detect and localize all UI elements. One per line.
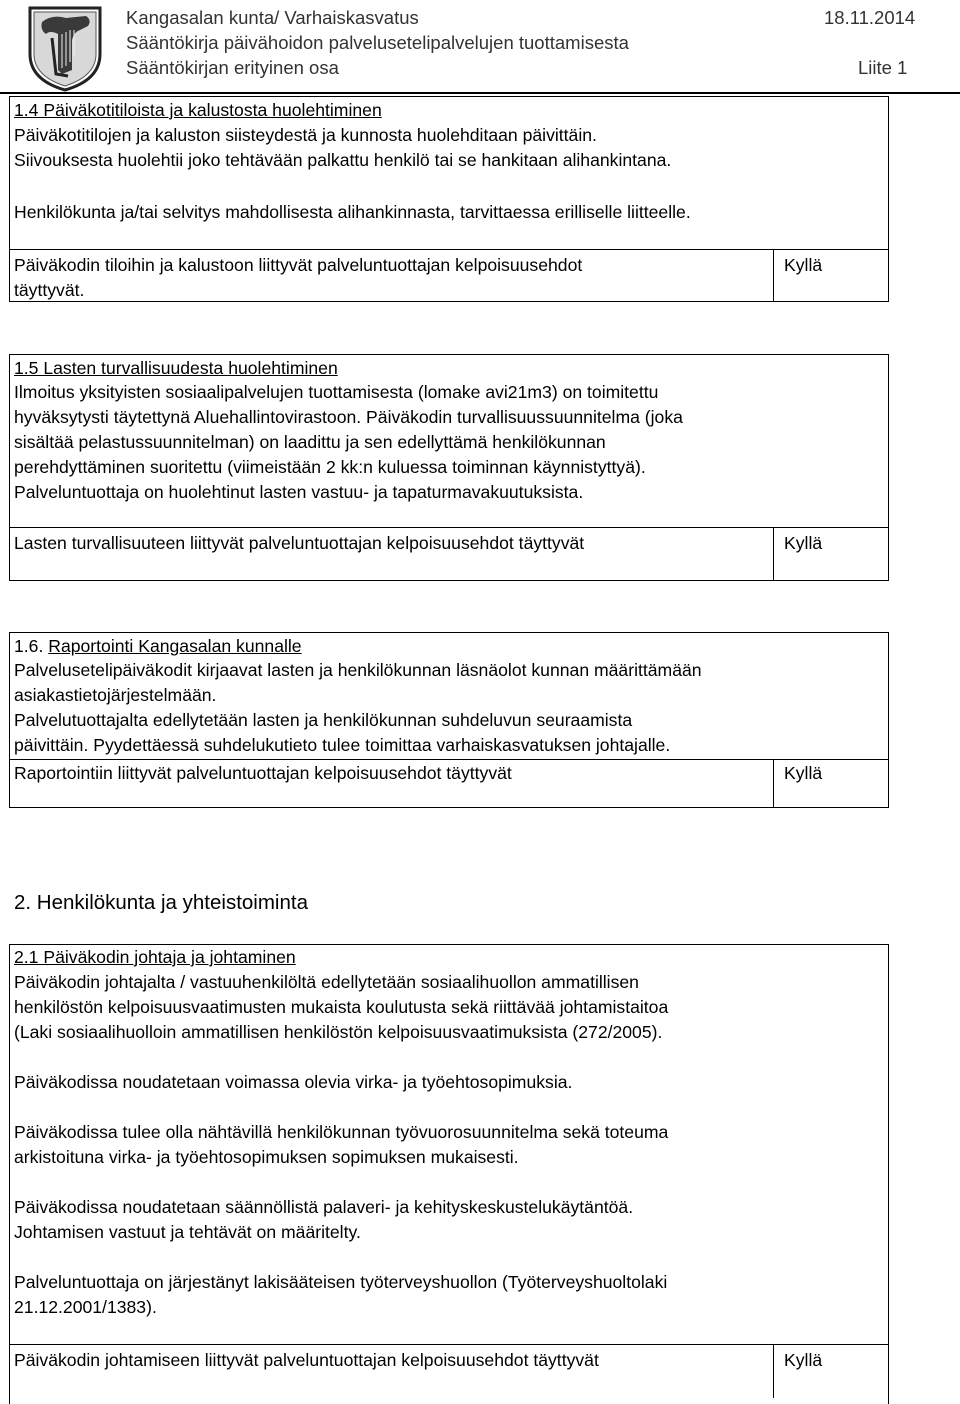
section-2-1-title: 2.1 Päiväkodin johtaja ja johtaminen	[14, 947, 296, 967]
header-section-label: Sääntökirjan erityinen osa	[126, 57, 339, 78]
section-2-1-para1-line: Päiväkodin johtajalta / vastuuhenkilöltä edellytetään sosiaalihuollon ammatillisen	[14, 972, 639, 992]
section-1-6-line: päivittäin. Pyydettäessä suhdelukutieto tulee toimittaa varhaiskasvatuksen johtajalle.	[14, 735, 671, 755]
section-2-1-criteria-divider	[9, 1344, 889, 1345]
section-1-6-title	[14, 634, 302, 660]
section-2-1-answer: Kyllä	[784, 1350, 823, 1370]
section-1-6-answer-divider	[773, 759, 774, 808]
section-2-1-para4-line: Johtamisen vastuut ja tehtävät on määritelty.	[14, 1222, 361, 1242]
section-1-6-criteria-divider	[9, 759, 889, 760]
section-1-4-line: Päiväkotitilojen ja kaluston siisteydestä ja kunnosta huolehditaan päivittäin.	[14, 125, 597, 145]
section-2-1-para1-line: henkilöstön kelpoisuusvaatimusten mukaista koulutusta sekä riittävää johtamistaitoa	[14, 997, 669, 1017]
section-1-4-criteria-divider	[9, 249, 889, 250]
section-1-6-answer: Kyllä	[784, 763, 823, 783]
section-2-1-para4-line: Päiväkodissa noudatetaan säännöllistä palaveri- ja kehityskeskustelukäytäntöä.	[14, 1197, 634, 1217]
section-1-6-title-text: Raportointi Kangasalan kunnalle	[48, 636, 302, 656]
header-subtitle: Sääntökirja päivähoidon palvelusetelipalvelujen tuottamisesta	[126, 32, 629, 53]
section-2-1-criteria: Päiväkodin johtamiseen liittyvät palveluntuottajan kelpoisuusehdot täyttyvät	[14, 1350, 599, 1370]
section-2-1-answer-divider	[773, 1344, 774, 1398]
section-1-4-answer: Kyllä	[784, 255, 823, 275]
header-date: 18.11.2014	[824, 7, 916, 28]
section-1-5-line: perehdyttäminen suoritettu (viimeistään 2 kk:n kuluessa toiminnan käynnistyttyä).	[14, 457, 646, 477]
section-1-4-title: 1.4 Päiväkotitiloista ja kalustosta huolehtiminen	[14, 100, 382, 120]
section-2-1-para1-line: (Laki sosiaalihuolloin ammatillisen henkilöstön kelpoisuusvaatimuksista (272/2005).	[14, 1022, 663, 1042]
header-divider	[0, 92, 960, 94]
section-1-4-criteria: Päiväkodin tiloihin ja kalustoon liittyvät palveluntuottajan kelpoisuusehdot	[14, 255, 583, 275]
section-1-5-answer-divider	[773, 527, 774, 581]
municipality-logo	[22, 4, 108, 92]
section-1-5-line: hyväksytysti täytettynä Aluehallintovirastoon. Päiväkodin turvallisuussuunnitelma (joka	[14, 407, 683, 427]
chapter-2-title: 2. Henkilökunta ja yhteistoiminta	[14, 891, 308, 914]
section-1-6-line: asiakastietojärjestelmään.	[14, 685, 217, 705]
section-1-5-title: 1.5 Lasten turvallisuudesta huolehtiminen	[14, 358, 338, 378]
section-1-5-answer: Kyllä	[784, 533, 823, 553]
header-attachment: Liite 1	[858, 57, 908, 78]
section-1-6-criteria: Raportointiin liittyvät palveluntuottajan kelpoisuusehdot täyttyvät	[14, 763, 512, 783]
section-1-4-answer-divider	[773, 249, 774, 302]
section-2-1-para3-line: Päiväkodissa tulee olla nähtävillä henkilökunnan työvuorosuunnitelma sekä toteuma	[14, 1122, 669, 1142]
section-1-4-criteria: täyttyvät.	[14, 280, 85, 300]
section-1-4-line: Siivouksesta huolehtii joko tehtävään palkattu henkilö tai se hankitaan alihankintana.	[14, 150, 672, 170]
section-1-6-line: Palvelusetelipäiväkodit kirjaavat lasten ja henkilökunnan läsnäolot kunnan määrittämään	[14, 660, 702, 680]
section-1-4-note: Henkilökunta ja/tai selvitys mahdollisesta alihankinnasta, tarvittaessa erilliselle liitteelle.	[14, 202, 691, 222]
section-1-5-criteria-divider	[9, 527, 889, 528]
section-1-5-line: Palveluntuottaja on huolehtinut lasten vastuu- ja tapaturmavakuutuksista.	[14, 482, 584, 502]
section-1-5-line: sisältää pelastussuunnitelman) on laadittu ja sen edellyttämä henkilökunnan	[14, 432, 606, 452]
section-2-1-para2: Päiväkodissa noudatetaan voimassa olevia virka- ja työehtosopimuksia.	[14, 1072, 573, 1092]
section-2-1-para5-line: 21.12.2001/1383).	[14, 1297, 157, 1317]
section-1-5-line: Ilmoitus yksityisten sosiaalipalvelujen tuottamisesta (lomake avi21m3) on toimitettu	[14, 382, 659, 402]
section-2-1-para5-line: Palveluntuottaja on järjestänyt lakisääteisen työterveyshuollon (Työterveyshuoltolaki	[14, 1272, 668, 1292]
header-org: Kangasalan kunta/ Varhaiskasvatus	[126, 7, 419, 28]
coat-of-arms-harp-icon	[22, 4, 108, 92]
section-1-5-criteria: Lasten turvallisuuteen liittyvät palveluntuottajan kelpoisuusehdot täyttyvät	[14, 533, 585, 553]
section-1-6-line: Palvelutuottajalta edellytetään lasten ja henkilökunnan suhdeluvun seuraamista	[14, 710, 633, 730]
section-1-6-title-number: 1.6.	[14, 636, 44, 656]
section-2-1-para3-line: arkistoituna virka- ja työehtosopimuksen sopimuksen mukaisesti.	[14, 1147, 519, 1167]
